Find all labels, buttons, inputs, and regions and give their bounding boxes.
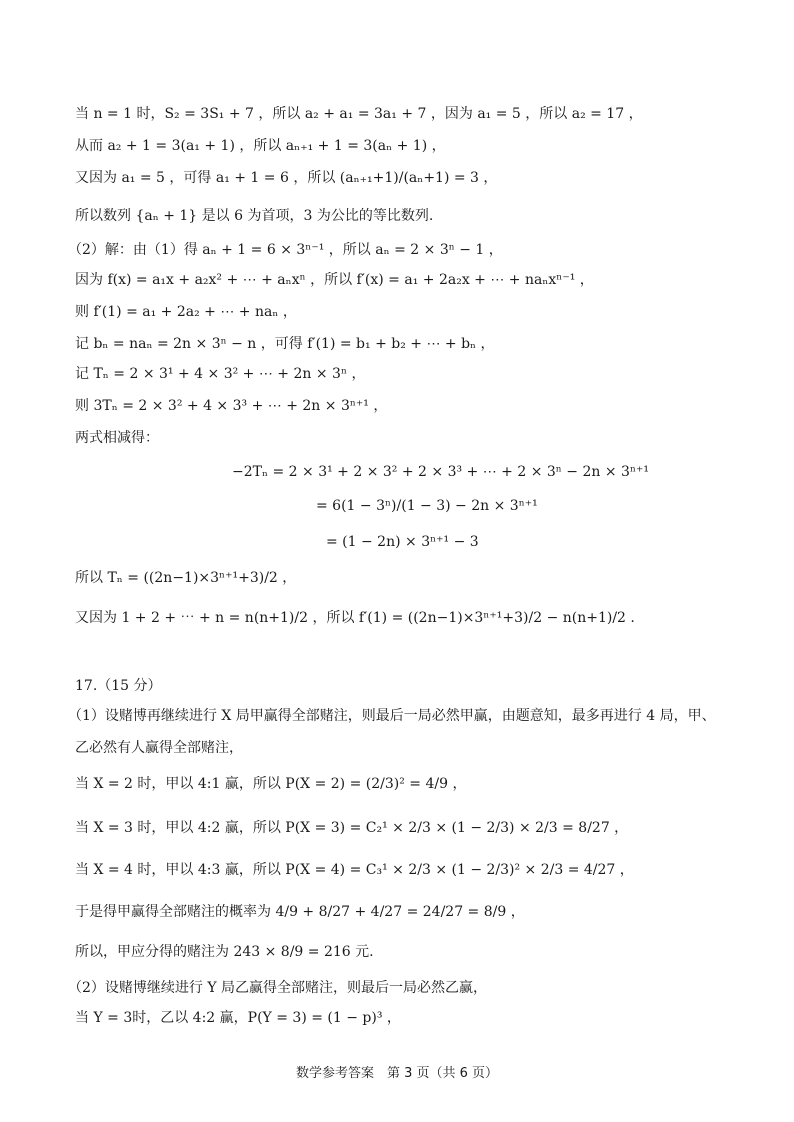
- line-16: 又因为 1 + 2 + ⋯ + n = n(n+1)/2 ，所以 f′(1) = ((2n−1)×3ⁿ⁺¹+3)/2 − n(n+1)/2 .: [75, 610, 635, 626]
- line-21: 当 X = 3 时，甲以 4:2 赢，所以 P(X = 3) = C₂¹ × 2/3 × (1 − 2/3) × 2/3 = 8/27 ，: [75, 820, 629, 836]
- equation-line-1: −2Tₙ = 2 × 3¹ + 2 × 3² + 2 × 3³ + ⋯ + 2 × 3ⁿ − 2n × 3ⁿ⁺¹: [232, 464, 650, 480]
- line-22: 当 X = 4 时，甲以 4:3 赢，所以 P(X = 4) = C₃¹ × 2/3 × (1 − 2/3)² × 2/3 = 4/27 ，: [75, 862, 634, 878]
- line-26: 当 Y = 3时，乙以 4:2 赢，P(Y = 3) = (1 − p)³ ，: [75, 1010, 401, 1026]
- equation-line-3: = (1 − 2n) × 3ⁿ⁺¹ − 3: [326, 534, 479, 550]
- line-3: 又因为 a₁ = 5 ，可得 a₁ + 1 = 6 ，所以 (aₙ₊₁+1)/(aₙ+1) = 3 ，: [75, 170, 498, 186]
- line-10: 则 3Tₙ = 2 × 3² + 4 × 3³ + ⋯ + 2n × 3ⁿ⁺¹ ，: [75, 398, 388, 414]
- line-19: 乙必然有人赢得全部赌注，: [75, 740, 243, 756]
- line-6: 因为 f(x) = a₁x + a₂x² + ⋯ + aₙxⁿ ，所以 f′(x) = a₁ + 2a₂x + ⋯ + naₙxⁿ⁻¹ ，: [75, 272, 594, 288]
- line-2: 从而 a₂ + 1 = 3(a₁ + 1) ，所以 aₙ₊₁ + 1 = 3(aₙ + 1) ，: [75, 138, 446, 154]
- line-20: 当 X = 2 时，甲以 4:1 赢，所以 P(X = 2) = (2/3)² = 4/9 ，: [75, 776, 467, 792]
- line-7: 则 f′(1) = a₁ + 2a₂ + ⋯ + naₙ ，: [75, 304, 297, 320]
- line-9: 记 Tₙ = 2 × 3¹ + 4 × 3² + ⋯ + 2n × 3ⁿ ，: [75, 366, 366, 382]
- problem-17-heading: 17.（15 分）: [75, 678, 162, 694]
- line-8: 记 bₙ = naₙ = 2n × 3ⁿ − n ，可得 f′(1) = b₁ + b₂ + ⋯ + bₙ ，: [75, 336, 495, 352]
- equation-line-2: = 6(1 − 3ⁿ)/(1 − 3) − 2n × 3ⁿ⁺¹: [316, 498, 538, 514]
- page-footer: 数学参考答案 第 3 页（共 6 页）: [295, 1066, 499, 1081]
- line-4: 所以数列 {aₙ + 1} 是以 6 为首项，3 为公比的等比数列.: [75, 208, 434, 224]
- line-25: （2）设赌博继续进行 Y 局乙赢得全部赌注，则最后一局必然乙赢，: [68, 980, 488, 996]
- line-23: 于是得甲赢得全部赌注的概率为 4/9 + 8/27 + 4/27 = 24/27 = 8/9 ，: [75, 904, 525, 920]
- line-11: 两式相减得：: [75, 430, 159, 446]
- line-15: 所以 Tₙ = ((2n−1)×3ⁿ⁺¹+3)/2 ，: [75, 570, 297, 586]
- line-18: （1）设赌博再继续进行 X 局甲赢得全部赌注，则最后一局必然甲赢，由题意知，最多再进行 4 局，甲、: [68, 708, 716, 724]
- line-24: 所以，甲应分得的赌注为 243 × 8/9 = 216 元.: [75, 944, 374, 960]
- line-1: 当 n = 1 时，S₂ = 3S₁ + 7 ，所以 a₂ + a₁ = 3a₁ + 7 ，因为 a₁ = 5 ，所以 a₂ = 17 ，: [75, 106, 643, 122]
- line-5: （2）解：由（1）得 aₙ + 1 = 6 × 3ⁿ⁻¹ ，所以 aₙ = 2 × 3ⁿ − 1 ，: [68, 242, 503, 258]
